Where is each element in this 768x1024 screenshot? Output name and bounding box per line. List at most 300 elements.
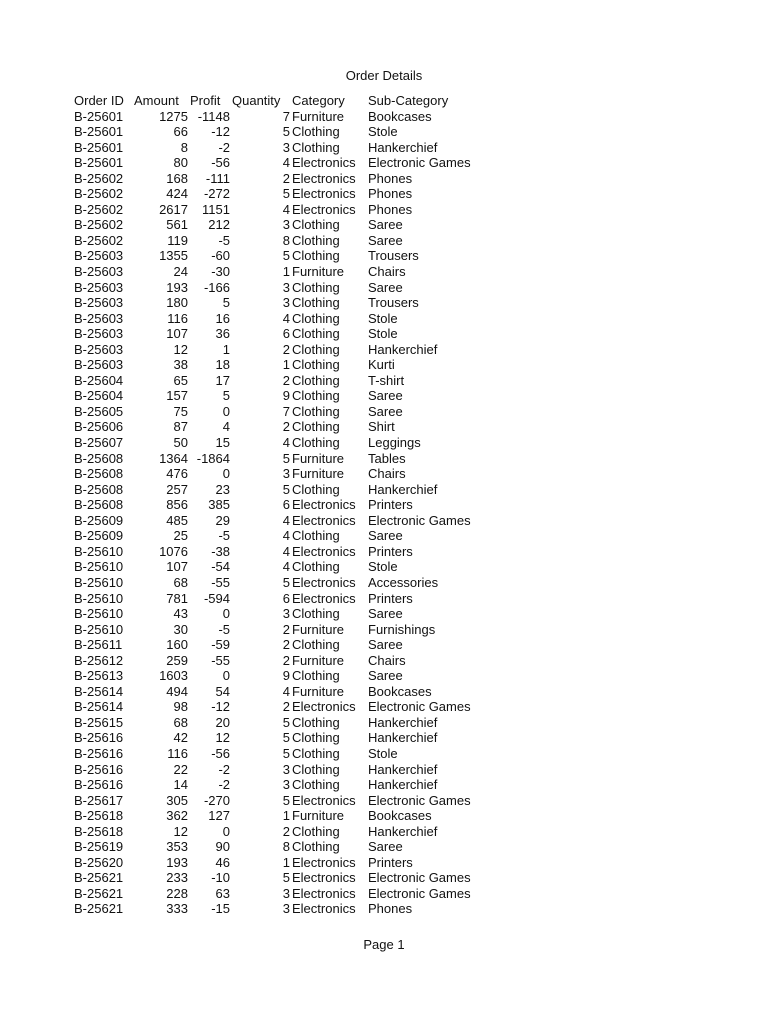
sub-category-cell: Trousers — [368, 295, 419, 311]
amount-cell: 14 — [173, 777, 188, 793]
quantity-cell: 3 — [282, 466, 290, 482]
table-row — [74, 777, 494, 793]
order-id-cell: B-25604 — [74, 388, 124, 404]
order-id-cell: B-25618 — [74, 808, 124, 824]
category-cell: Clothing — [292, 435, 340, 451]
profit-cell: -2 — [218, 761, 230, 777]
category-cell: Furniture — [292, 450, 345, 466]
table-row — [74, 202, 494, 218]
amount-cell: 1275 — [159, 108, 188, 124]
amount-cell: 80 — [173, 155, 188, 171]
category-cell: Clothing — [292, 326, 340, 342]
quantity-cell: 4 — [282, 543, 290, 559]
profit-cell: -12 — [211, 699, 230, 715]
category-cell: Electronics — [292, 186, 356, 202]
category-cell: Clothing — [292, 217, 340, 233]
order-id-cell: B-25613 — [74, 668, 124, 684]
quantity-cell: 4 — [282, 435, 290, 451]
profit-cell: -166 — [203, 279, 230, 295]
order-table — [74, 93, 494, 917]
sub-category-cell: Printers — [368, 497, 413, 513]
profit-cell: -5 — [218, 621, 230, 637]
profit-cell: -1864 — [196, 450, 230, 466]
profit-cell: 15 — [215, 435, 230, 451]
order-id-cell: B-25612 — [74, 652, 124, 668]
sub-category-cell: Hankerchief — [368, 481, 438, 497]
order-id-cell: B-25603 — [74, 295, 124, 311]
table-row — [74, 171, 494, 187]
amount-cell: 193 — [166, 854, 188, 870]
category-cell: Clothing — [292, 839, 340, 855]
order-id-cell: B-25611 — [74, 637, 123, 653]
profit-cell: 18 — [215, 357, 230, 373]
category-cell: Clothing — [292, 403, 340, 419]
amount-cell: 65 — [173, 372, 188, 388]
quantity-cell: 6 — [282, 326, 290, 342]
order-id-cell: B-25603 — [74, 248, 124, 264]
order-id-cell: B-25616 — [74, 777, 124, 793]
profit-cell: 127 — [208, 808, 230, 824]
amount-cell: 38 — [173, 357, 188, 373]
quantity-cell: 2 — [282, 170, 290, 186]
quantity-cell: 5 — [282, 745, 290, 761]
table-row — [74, 373, 494, 389]
order-id-cell: B-25610 — [74, 621, 124, 637]
table-row — [74, 668, 494, 684]
table-row — [74, 357, 494, 373]
table-row — [74, 264, 494, 280]
order-id-cell: B-25602 — [74, 170, 124, 186]
profit-cell: -56 — [211, 745, 230, 761]
table-row — [74, 808, 494, 824]
amount-cell: 30 — [173, 621, 188, 637]
amount-cell: 8 — [180, 139, 188, 155]
profit-cell: -2 — [218, 139, 230, 155]
order-id-cell: B-25603 — [74, 357, 124, 373]
quantity-cell: 7 — [282, 108, 290, 124]
order-id-cell: B-25621 — [74, 870, 124, 886]
table-row — [74, 746, 494, 762]
quantity-cell: 3 — [282, 139, 290, 155]
amount-cell: 107 — [166, 559, 188, 575]
table-row — [74, 855, 494, 871]
sub-category-cell: Electronic Games — [368, 699, 471, 715]
table-row — [74, 901, 494, 917]
order-id-cell: B-25610 — [74, 543, 124, 559]
sub-category-cell: Bookcases — [368, 683, 432, 699]
sub-category-cell: Saree — [368, 606, 403, 622]
category-cell: Electronics — [292, 497, 356, 513]
order-id-cell: B-25603 — [74, 310, 124, 326]
order-id-cell: B-25605 — [74, 403, 124, 419]
table-row — [74, 140, 494, 156]
profit-cell: 0 — [222, 403, 230, 419]
amount-cell: 362 — [166, 808, 188, 824]
table-row — [74, 886, 494, 902]
amount-cell: 157 — [166, 388, 188, 404]
sub-category-cell: Bookcases — [368, 108, 432, 124]
order-id-cell: B-25616 — [74, 761, 124, 777]
sub-category-cell: Saree — [368, 232, 403, 248]
amount-cell: 22 — [173, 761, 188, 777]
profit-cell: 385 — [208, 497, 230, 513]
amount-cell: 233 — [166, 870, 188, 886]
profit-cell: 46 — [215, 854, 230, 870]
table-row — [74, 870, 494, 886]
profit-cell: 212 — [208, 217, 230, 233]
category-cell: Clothing — [292, 279, 340, 295]
amount-cell: 1364 — [159, 450, 188, 466]
sub-category-cell: Saree — [368, 279, 403, 295]
category-cell: Clothing — [292, 139, 340, 155]
category-cell: Electronics — [292, 699, 356, 715]
table-row — [74, 404, 494, 420]
sub-category-cell: Printers — [368, 854, 413, 870]
sub-category-cell: Furnishings — [368, 621, 436, 637]
order-id-cell: B-25603 — [74, 279, 124, 295]
profit-cell: 23 — [215, 481, 230, 497]
category-cell: Clothing — [292, 357, 340, 373]
quantity-cell: 6 — [282, 497, 290, 513]
order-id-cell: B-25610 — [74, 590, 124, 606]
category-cell: Electronics — [292, 574, 356, 590]
category-cell: Furniture — [292, 108, 345, 124]
profit-cell: -5 — [218, 232, 230, 248]
table-row — [74, 109, 494, 125]
amount-cell: 561 — [166, 217, 188, 233]
profit-cell: 0 — [222, 466, 230, 482]
amount-cell: 1355 — [159, 248, 188, 264]
quantity-cell: 3 — [282, 885, 290, 901]
table-row — [74, 311, 494, 327]
category-cell: Clothing — [292, 124, 340, 140]
category-cell: Furniture — [292, 683, 345, 699]
sub-category-cell: Saree — [368, 668, 403, 684]
table-row — [74, 513, 494, 529]
sub-category-cell: Kurti — [368, 357, 395, 373]
quantity-cell: 5 — [282, 574, 290, 590]
table-row — [74, 155, 494, 171]
profit-cell: 17 — [215, 372, 230, 388]
amount-cell: 68 — [173, 574, 188, 590]
amount-cell: 119 — [167, 232, 188, 248]
table-row — [74, 653, 494, 669]
amount-cell: 2617 — [159, 201, 188, 217]
quantity-cell: 5 — [282, 481, 290, 497]
sub-category-cell: Phones — [368, 901, 413, 917]
header-sub-category: Sub-Category — [368, 93, 449, 108]
order-id-cell: B-25608 — [74, 450, 124, 466]
profit-cell: 90 — [215, 839, 230, 855]
sub-category-cell: Accessories — [368, 574, 439, 590]
sub-category-cell: Saree — [368, 637, 403, 653]
sub-category-cell: Chairs — [368, 264, 406, 280]
category-cell: Electronics — [292, 901, 356, 917]
profit-cell: -56 — [211, 155, 230, 171]
amount-cell: 168 — [166, 170, 188, 186]
category-cell: Clothing — [292, 419, 340, 435]
quantity-cell: 4 — [282, 155, 290, 171]
sub-category-cell: Printers — [368, 590, 413, 606]
category-cell: Clothing — [292, 745, 340, 761]
order-id-cell: B-25609 — [74, 528, 124, 544]
table-row — [74, 559, 494, 575]
sub-category-cell: T-shirt — [368, 372, 405, 388]
amount-cell: 116 — [167, 310, 188, 326]
quantity-cell: 1 — [282, 854, 290, 870]
table-row — [74, 575, 494, 591]
amount-cell: 98 — [173, 699, 188, 715]
order-id-cell: B-25616 — [74, 745, 124, 761]
header-quantity: Quantity — [232, 93, 281, 108]
sub-category-cell: Leggings — [368, 435, 421, 451]
table-row — [74, 606, 494, 622]
sub-category-cell: Trousers — [368, 248, 419, 264]
sub-category-cell: Phones — [368, 201, 413, 217]
order-id-cell: B-25618 — [74, 823, 124, 839]
table-row — [74, 699, 494, 715]
table-row — [74, 280, 494, 296]
profit-cell: 12 — [215, 730, 230, 746]
sub-category-cell: Hankerchief — [368, 761, 438, 777]
amount-cell: 781 — [166, 590, 188, 606]
table-row — [74, 730, 494, 746]
quantity-cell: 4 — [282, 683, 290, 699]
quantity-cell: 2 — [282, 823, 290, 839]
category-cell: Clothing — [292, 295, 340, 311]
order-id-cell: B-25608 — [74, 497, 124, 513]
category-cell: Clothing — [292, 372, 340, 388]
profit-cell: 1151 — [202, 201, 230, 217]
sub-category-cell: Electronic Games — [368, 155, 471, 171]
amount-cell: 485 — [166, 512, 188, 528]
category-cell: Clothing — [292, 481, 340, 497]
category-cell: Electronics — [292, 590, 356, 606]
order-id-cell: B-25604 — [74, 372, 124, 388]
sub-category-cell: Stole — [368, 559, 398, 575]
profit-cell: -59 — [211, 637, 230, 653]
sub-category-cell: Stole — [368, 326, 398, 342]
amount-cell: 333 — [166, 901, 188, 917]
amount-cell: 107 — [166, 326, 188, 342]
quantity-cell: 4 — [282, 559, 290, 575]
quantity-cell: 3 — [282, 295, 290, 311]
sub-category-cell: Saree — [368, 839, 403, 855]
order-id-cell: B-25601 — [74, 124, 124, 140]
order-id-cell: B-25602 — [74, 186, 124, 202]
amount-cell: 50 — [173, 435, 188, 451]
profit-cell: 1 — [222, 341, 230, 357]
amount-cell: 43 — [173, 606, 188, 622]
profit-cell: 0 — [222, 668, 230, 684]
profit-cell: 54 — [215, 683, 230, 699]
order-id-cell: B-25603 — [74, 341, 124, 357]
amount-cell: 257 — [166, 481, 188, 497]
order-id-cell: B-25602 — [74, 201, 124, 217]
table-row — [74, 762, 494, 778]
order-id-cell: B-25607 — [74, 435, 124, 451]
quantity-cell: 5 — [282, 792, 290, 808]
amount-cell: 116 — [167, 745, 188, 761]
amount-cell: 180 — [166, 295, 188, 311]
quantity-cell: 5 — [282, 870, 290, 886]
quantity-cell: 5 — [282, 248, 290, 264]
table-header-row — [74, 93, 494, 109]
sub-category-cell: Hankerchief — [368, 139, 438, 155]
amount-cell: 25 — [173, 528, 188, 544]
category-cell: Electronics — [292, 854, 356, 870]
quantity-cell: 3 — [282, 217, 290, 233]
category-cell: Clothing — [292, 668, 340, 684]
order-id-cell: B-25602 — [74, 217, 124, 233]
table-row — [74, 295, 494, 311]
table-row — [74, 248, 494, 264]
amount-cell: 1603 — [159, 668, 188, 684]
table-row — [74, 451, 494, 467]
order-id-cell: B-25603 — [74, 326, 124, 342]
amount-cell: 12 — [173, 341, 188, 357]
order-id-cell: B-25602 — [74, 232, 124, 248]
quantity-cell: 3 — [282, 761, 290, 777]
category-cell: Electronics — [292, 512, 356, 528]
category-cell: Furniture — [292, 808, 345, 824]
page-title: Order Details — [345, 68, 423, 83]
order-id-cell: B-25601 — [74, 108, 124, 124]
sub-category-cell: Phones — [368, 186, 413, 202]
quantity-cell: 2 — [282, 372, 290, 388]
profit-cell: -38 — [211, 543, 230, 559]
quantity-cell: 1 — [282, 808, 290, 824]
profit-cell: 5 — [222, 388, 230, 404]
category-cell: Electronics — [292, 543, 356, 559]
profit-cell: 16 — [215, 310, 230, 326]
order-id-cell: B-25616 — [74, 730, 124, 746]
sub-category-cell: Chairs — [368, 466, 406, 482]
order-id-cell: B-25620 — [74, 854, 124, 870]
sub-category-cell: Electronic Games — [368, 870, 471, 886]
quantity-cell: 8 — [282, 232, 290, 248]
category-cell: Furniture — [292, 264, 345, 280]
quantity-cell: 5 — [282, 186, 290, 202]
sub-category-cell: Hankerchief — [368, 777, 438, 793]
table-row — [74, 326, 494, 342]
table-row — [74, 419, 494, 435]
category-cell: Clothing — [292, 823, 340, 839]
table-row — [74, 435, 494, 451]
table-row — [74, 482, 494, 498]
order-id-cell: B-25603 — [74, 264, 124, 280]
order-id-cell: B-25610 — [74, 606, 124, 622]
table-row — [74, 528, 494, 544]
category-cell: Clothing — [292, 730, 340, 746]
profit-cell: -60 — [211, 248, 230, 264]
table-row — [74, 233, 494, 249]
table-row — [74, 342, 494, 358]
amount-cell: 424 — [166, 186, 188, 202]
order-id-cell: B-25621 — [74, 901, 124, 917]
category-cell: Clothing — [292, 310, 340, 326]
header-order-id: Order ID — [74, 93, 124, 108]
profit-cell: 4 — [222, 419, 230, 435]
table-row — [74, 684, 494, 700]
amount-cell: 160 — [166, 637, 188, 653]
profit-cell: 29 — [215, 512, 230, 528]
category-cell: Clothing — [292, 232, 340, 248]
category-cell: Electronics — [292, 885, 356, 901]
category-cell: Furniture — [292, 621, 345, 637]
profit-cell: -270 — [203, 792, 230, 808]
sub-category-cell: Hankerchief — [368, 823, 438, 839]
category-cell: Electronics — [292, 155, 356, 171]
sub-category-cell: Bookcases — [368, 808, 432, 824]
quantity-cell: 9 — [282, 668, 290, 684]
order-id-cell: B-25609 — [74, 512, 124, 528]
order-id-cell: B-25608 — [74, 481, 124, 497]
sub-category-cell: Electronic Games — [368, 792, 471, 808]
sub-category-cell: Saree — [368, 217, 403, 233]
profit-cell: -55 — [211, 574, 230, 590]
profit-cell: -55 — [211, 652, 230, 668]
sub-category-cell: Hankerchief — [368, 730, 438, 746]
category-cell: Clothing — [292, 637, 340, 653]
category-cell: Electronics — [292, 792, 356, 808]
order-id-cell: B-25601 — [74, 139, 124, 155]
category-cell: Clothing — [292, 388, 340, 404]
sub-category-cell: Printers — [368, 543, 413, 559]
quantity-cell: 2 — [282, 419, 290, 435]
quantity-cell: 2 — [282, 621, 290, 637]
amount-cell: 305 — [166, 792, 188, 808]
header-category: Category — [292, 93, 345, 108]
table-row — [74, 637, 494, 653]
amount-cell: 193 — [166, 279, 188, 295]
order-id-cell: B-25606 — [74, 419, 124, 435]
order-id-cell: B-25614 — [74, 683, 124, 699]
category-cell: Electronics — [292, 201, 356, 217]
sub-category-cell: Tables — [368, 450, 406, 466]
table-row — [74, 622, 494, 638]
order-id-cell: B-25608 — [74, 466, 124, 482]
amount-cell: 66 — [173, 124, 188, 140]
table-row — [74, 466, 494, 482]
amount-cell: 259 — [166, 652, 188, 668]
profit-cell: -10 — [211, 870, 230, 886]
sub-category-cell: Shirt — [368, 419, 395, 435]
order-id-cell: B-25621 — [74, 885, 124, 901]
header-amount: Amount — [134, 93, 179, 108]
quantity-cell: 3 — [282, 901, 290, 917]
quantity-cell: 5 — [282, 714, 290, 730]
category-cell: Clothing — [292, 559, 340, 575]
quantity-cell: 2 — [282, 341, 290, 357]
category-cell: Clothing — [292, 606, 340, 622]
profit-cell: 0 — [222, 823, 230, 839]
profit-cell: 0 — [222, 606, 230, 622]
quantity-cell: 8 — [282, 839, 290, 855]
amount-cell: 24 — [173, 264, 188, 280]
order-id-cell: B-25610 — [74, 559, 124, 575]
table-row — [74, 839, 494, 855]
amount-cell: 42 — [173, 730, 188, 746]
quantity-cell: 4 — [282, 512, 290, 528]
order-id-cell: B-25610 — [74, 574, 124, 590]
quantity-cell: 5 — [282, 124, 290, 140]
order-id-cell: B-25614 — [74, 699, 124, 715]
table-body — [74, 109, 494, 917]
table-row — [74, 591, 494, 607]
profit-cell: -594 — [203, 590, 230, 606]
quantity-cell: 3 — [282, 606, 290, 622]
